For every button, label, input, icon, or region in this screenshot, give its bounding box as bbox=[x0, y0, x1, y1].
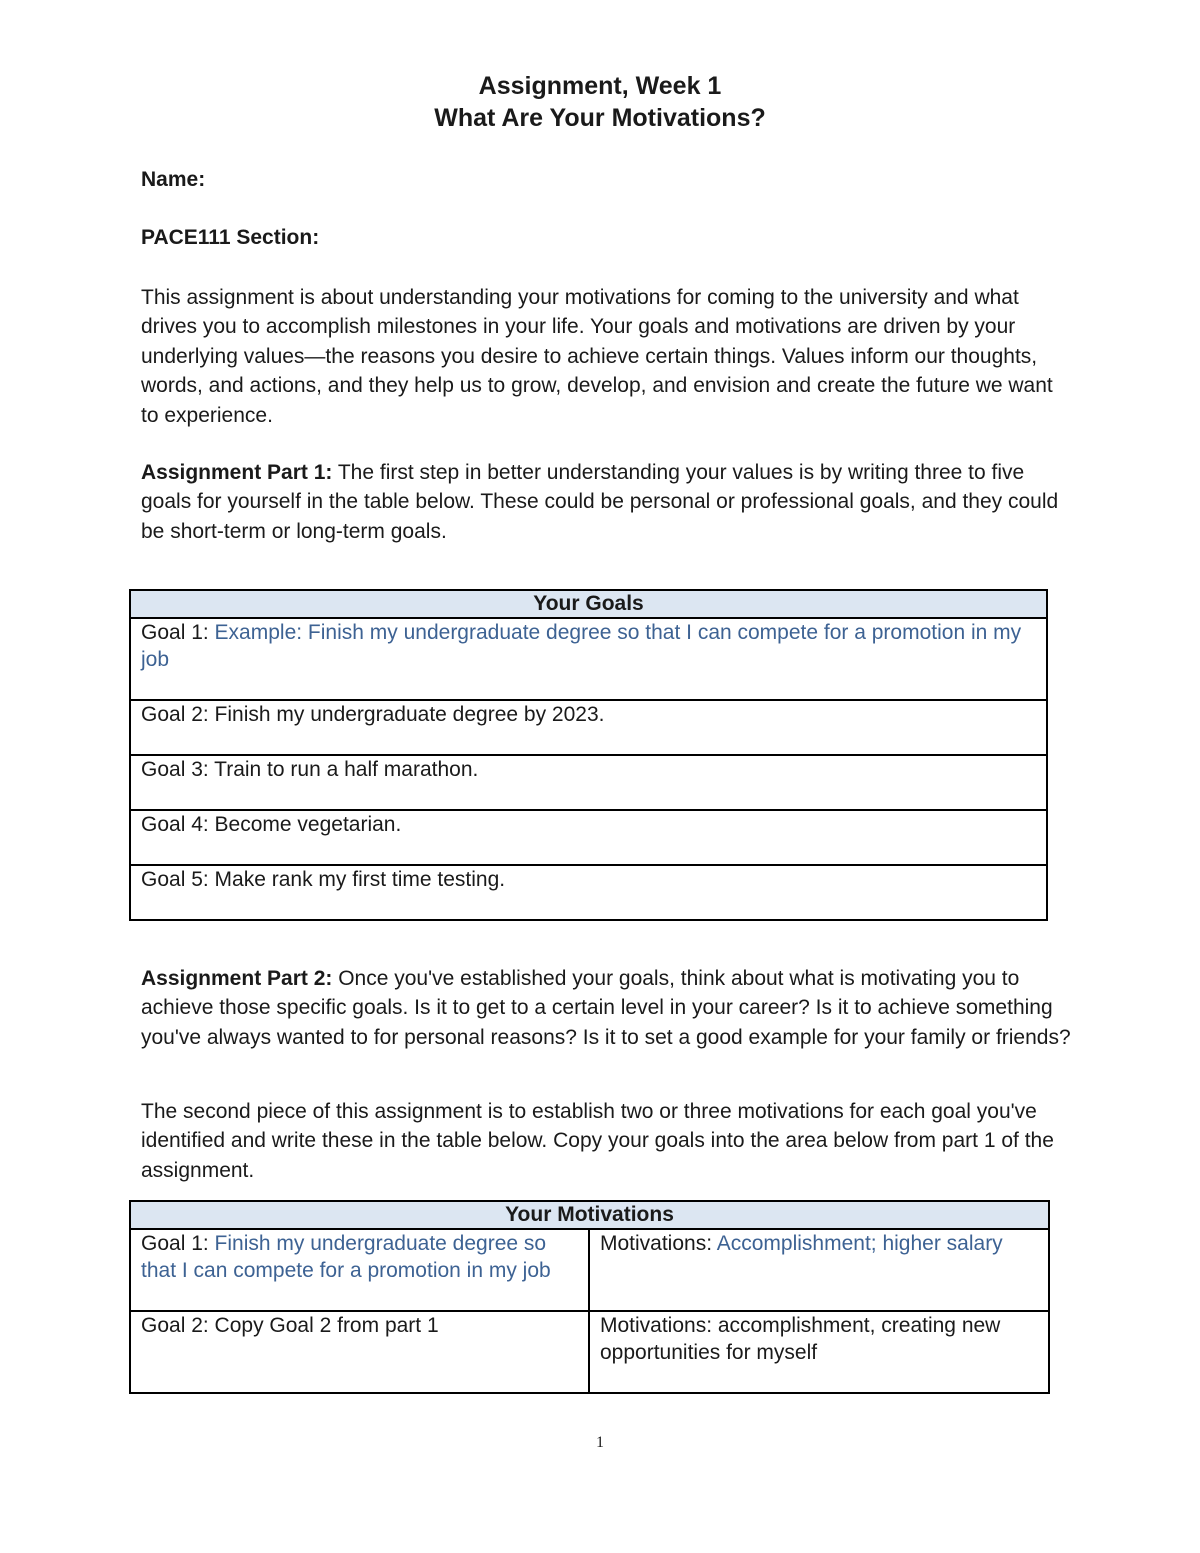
motivation-goal-1-cell bbox=[130, 1229, 589, 1311]
motivation-goal-1-prefix: Goal 1: bbox=[141, 1232, 215, 1255]
motivations-table-header: Your Motivations bbox=[130, 1201, 1049, 1229]
motivation-goal-1-example: Finish my undergraduate degree so that I can compete for a promotion in my job bbox=[141, 1232, 551, 1282]
goal-4-cell: Goal 4: Become vegetarian. bbox=[130, 810, 1047, 865]
motivation-1-cell bbox=[589, 1229, 1049, 1311]
goal-1-prefix: Goal 1: bbox=[141, 621, 215, 644]
part1-paragraph bbox=[141, 458, 1071, 546]
motivation-goal-2-cell: Goal 2: Copy Goal 2 from part 1 bbox=[130, 1311, 589, 1393]
page-number: 1 bbox=[596, 1434, 604, 1451]
goal-5-cell: Goal 5: Make rank my first time testing. bbox=[130, 865, 1047, 920]
goals-table-header: Your Goals bbox=[130, 590, 1047, 618]
goal-1-cell bbox=[130, 618, 1047, 700]
goal-1-example: Example: Finish my undergraduate degree so that I can compete for a promotion in my job bbox=[141, 621, 1022, 671]
goal-2-cell: Goal 2: Finish my undergraduate degree by 2023. bbox=[130, 700, 1047, 755]
intro-paragraph: This assignment is about understanding your motivations for coming to the university and what drives you to accomplish milestones in your life. Your goals and motivations are driven by your underlying values—the reasons you desire to achieve certain things. Values inform our thoughts, words, and actions, and they help us to grow, develop, and envision and create the future we want to experience. bbox=[141, 286, 1053, 427]
page-subtitle: What Are Your Motivations? bbox=[434, 104, 766, 132]
part2-paragraph bbox=[141, 964, 1071, 1052]
part2-label: Assignment Part 2: bbox=[141, 967, 333, 990]
part2-paragraph-2: The second piece of this assignment is to establish two or three motivations for each goal you've identified and write these in the table below. Copy your goals into the area below from part 1 of the assignment. bbox=[141, 1100, 1054, 1182]
part1-label: Assignment Part 1: bbox=[141, 461, 333, 484]
part1-text: The first step in better understanding your values is by writing three to five goals for yourself in the table below. These could be personal or professional goals, and they could be short-term or long-term goals. bbox=[141, 461, 1059, 543]
motivation-1-example: Accomplishment; higher salary bbox=[716, 1232, 1003, 1255]
name-label: Name: bbox=[141, 168, 206, 191]
motivation-1-prefix: Motivations: bbox=[600, 1232, 717, 1255]
goal-3-cell: Goal 3: Train to run a half marathon. bbox=[130, 755, 1047, 810]
motivations-table bbox=[129, 1200, 1050, 1394]
part2-text: Once you've established your goals, think about what is motivating you to achieve those specific goals. Is it to get to a certain level in your career? Is it to achieve something you've always wanted to for personal reasons? Is it to set a good example for your family or friends? bbox=[141, 967, 1071, 1049]
goals-table bbox=[129, 589, 1048, 921]
section-label: PACE111 Section: bbox=[141, 226, 320, 249]
page-title: Assignment, Week 1 bbox=[478, 72, 722, 100]
motivation-2-cell: Motivations: accomplishment, creating new opportunities for myself bbox=[589, 1311, 1049, 1393]
